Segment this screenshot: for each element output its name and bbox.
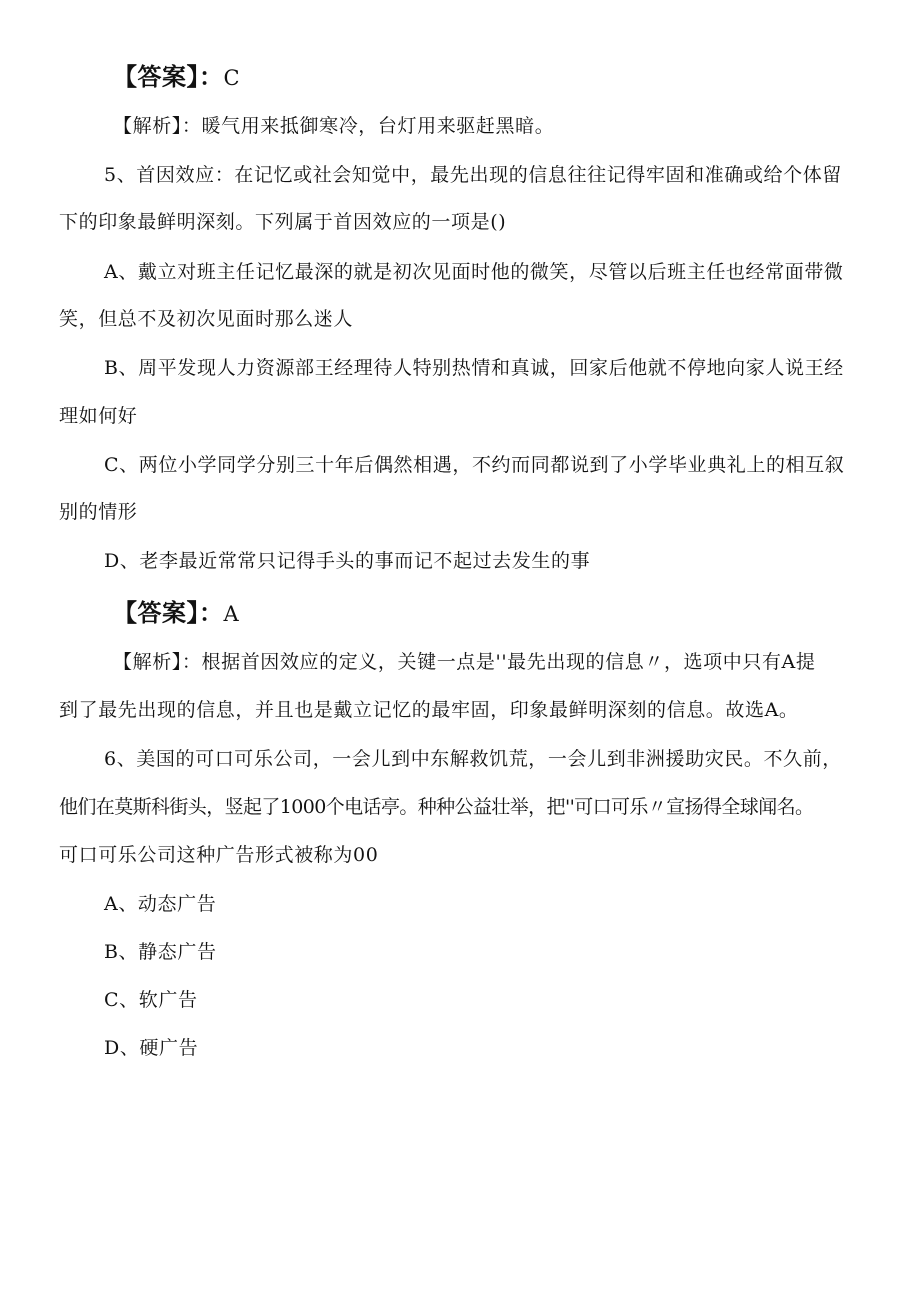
answer-label: 【答案】 xyxy=(113,599,199,627)
q5-option-d: D、老李最近常常只记得手头的事而记不起过去发生的事 xyxy=(104,550,591,572)
q6-option-a: A、动态广告 xyxy=(104,893,217,915)
q6-option-b: B、静态广告 xyxy=(104,941,217,963)
answer-separator: ： xyxy=(199,63,224,91)
q5-stem-line-1: 5、首因效应：在记忆或社会知觉中，最先出现的信息往往记得牢固和准确或给个体留 xyxy=(104,164,842,186)
q5-option-b-line-1: B、周平发现人力资源部王经理待人特别热情和真诚，回家后他就不停地向家人说王经 xyxy=(104,357,844,379)
answer-label: 【答案】 xyxy=(113,63,199,91)
q6-option-d: D、硬广告 xyxy=(104,1037,199,1059)
analysis-prev: 【解析】：暖气用来抵御寒冷，台灯用来驱赶黑暗。 xyxy=(113,115,555,137)
answer-value: C xyxy=(223,66,241,90)
q6-stem-line-1: 6、美国的可口可乐公司，一会儿到中东解救饥荒，一会儿到非洲援助灾民。不久前， xyxy=(104,748,842,770)
q5-answer-line xyxy=(113,598,239,629)
q5-option-a-line-2: 笑，但总不及初次见面时那么迷人 xyxy=(59,308,354,330)
q5-option-a-line-1: A、戴立对班主任记忆最深的就是初次见面时他的微笑，尽管以后班主任也经常面带微 xyxy=(104,261,844,283)
answer-separator: ： xyxy=(199,599,224,627)
answer-line-prev xyxy=(113,62,240,93)
q5-option-c-line-2: 别的情形 xyxy=(59,501,138,523)
q5-option-b-line-2: 理如何好 xyxy=(59,405,138,427)
q6-stem-line-3: 可口可乐公司这种广告形式被称为00 xyxy=(59,844,379,866)
q6-stem-line-2: 他们在莫斯科街头，竖起了1000个电话亭。种种公益壮举，把''可口可乐〃宣扬得全球闻名。 xyxy=(59,796,814,818)
q5-analysis-line-2: 到了最先出现的信息，并且也是戴立记忆的最牢固，印象最鲜明深刻的信息。故选A。 xyxy=(59,699,799,721)
answer-value: A xyxy=(223,602,240,626)
q5-analysis-line-1: 【解析】：根据首因效应的定义，关键一点是''最先出现的信息〃，选项中只有A提 xyxy=(113,651,816,673)
q6-option-c: C、软广告 xyxy=(104,989,198,1011)
q5-option-c-line-1: C、两位小学同学分别三十年后偶然相遇，不约而同都说到了小学毕业典礼上的相互叙 xyxy=(104,454,845,476)
q5-stem-line-2: 下的印象最鲜明深刻。下列属于首因效应的一项是() xyxy=(59,211,507,233)
